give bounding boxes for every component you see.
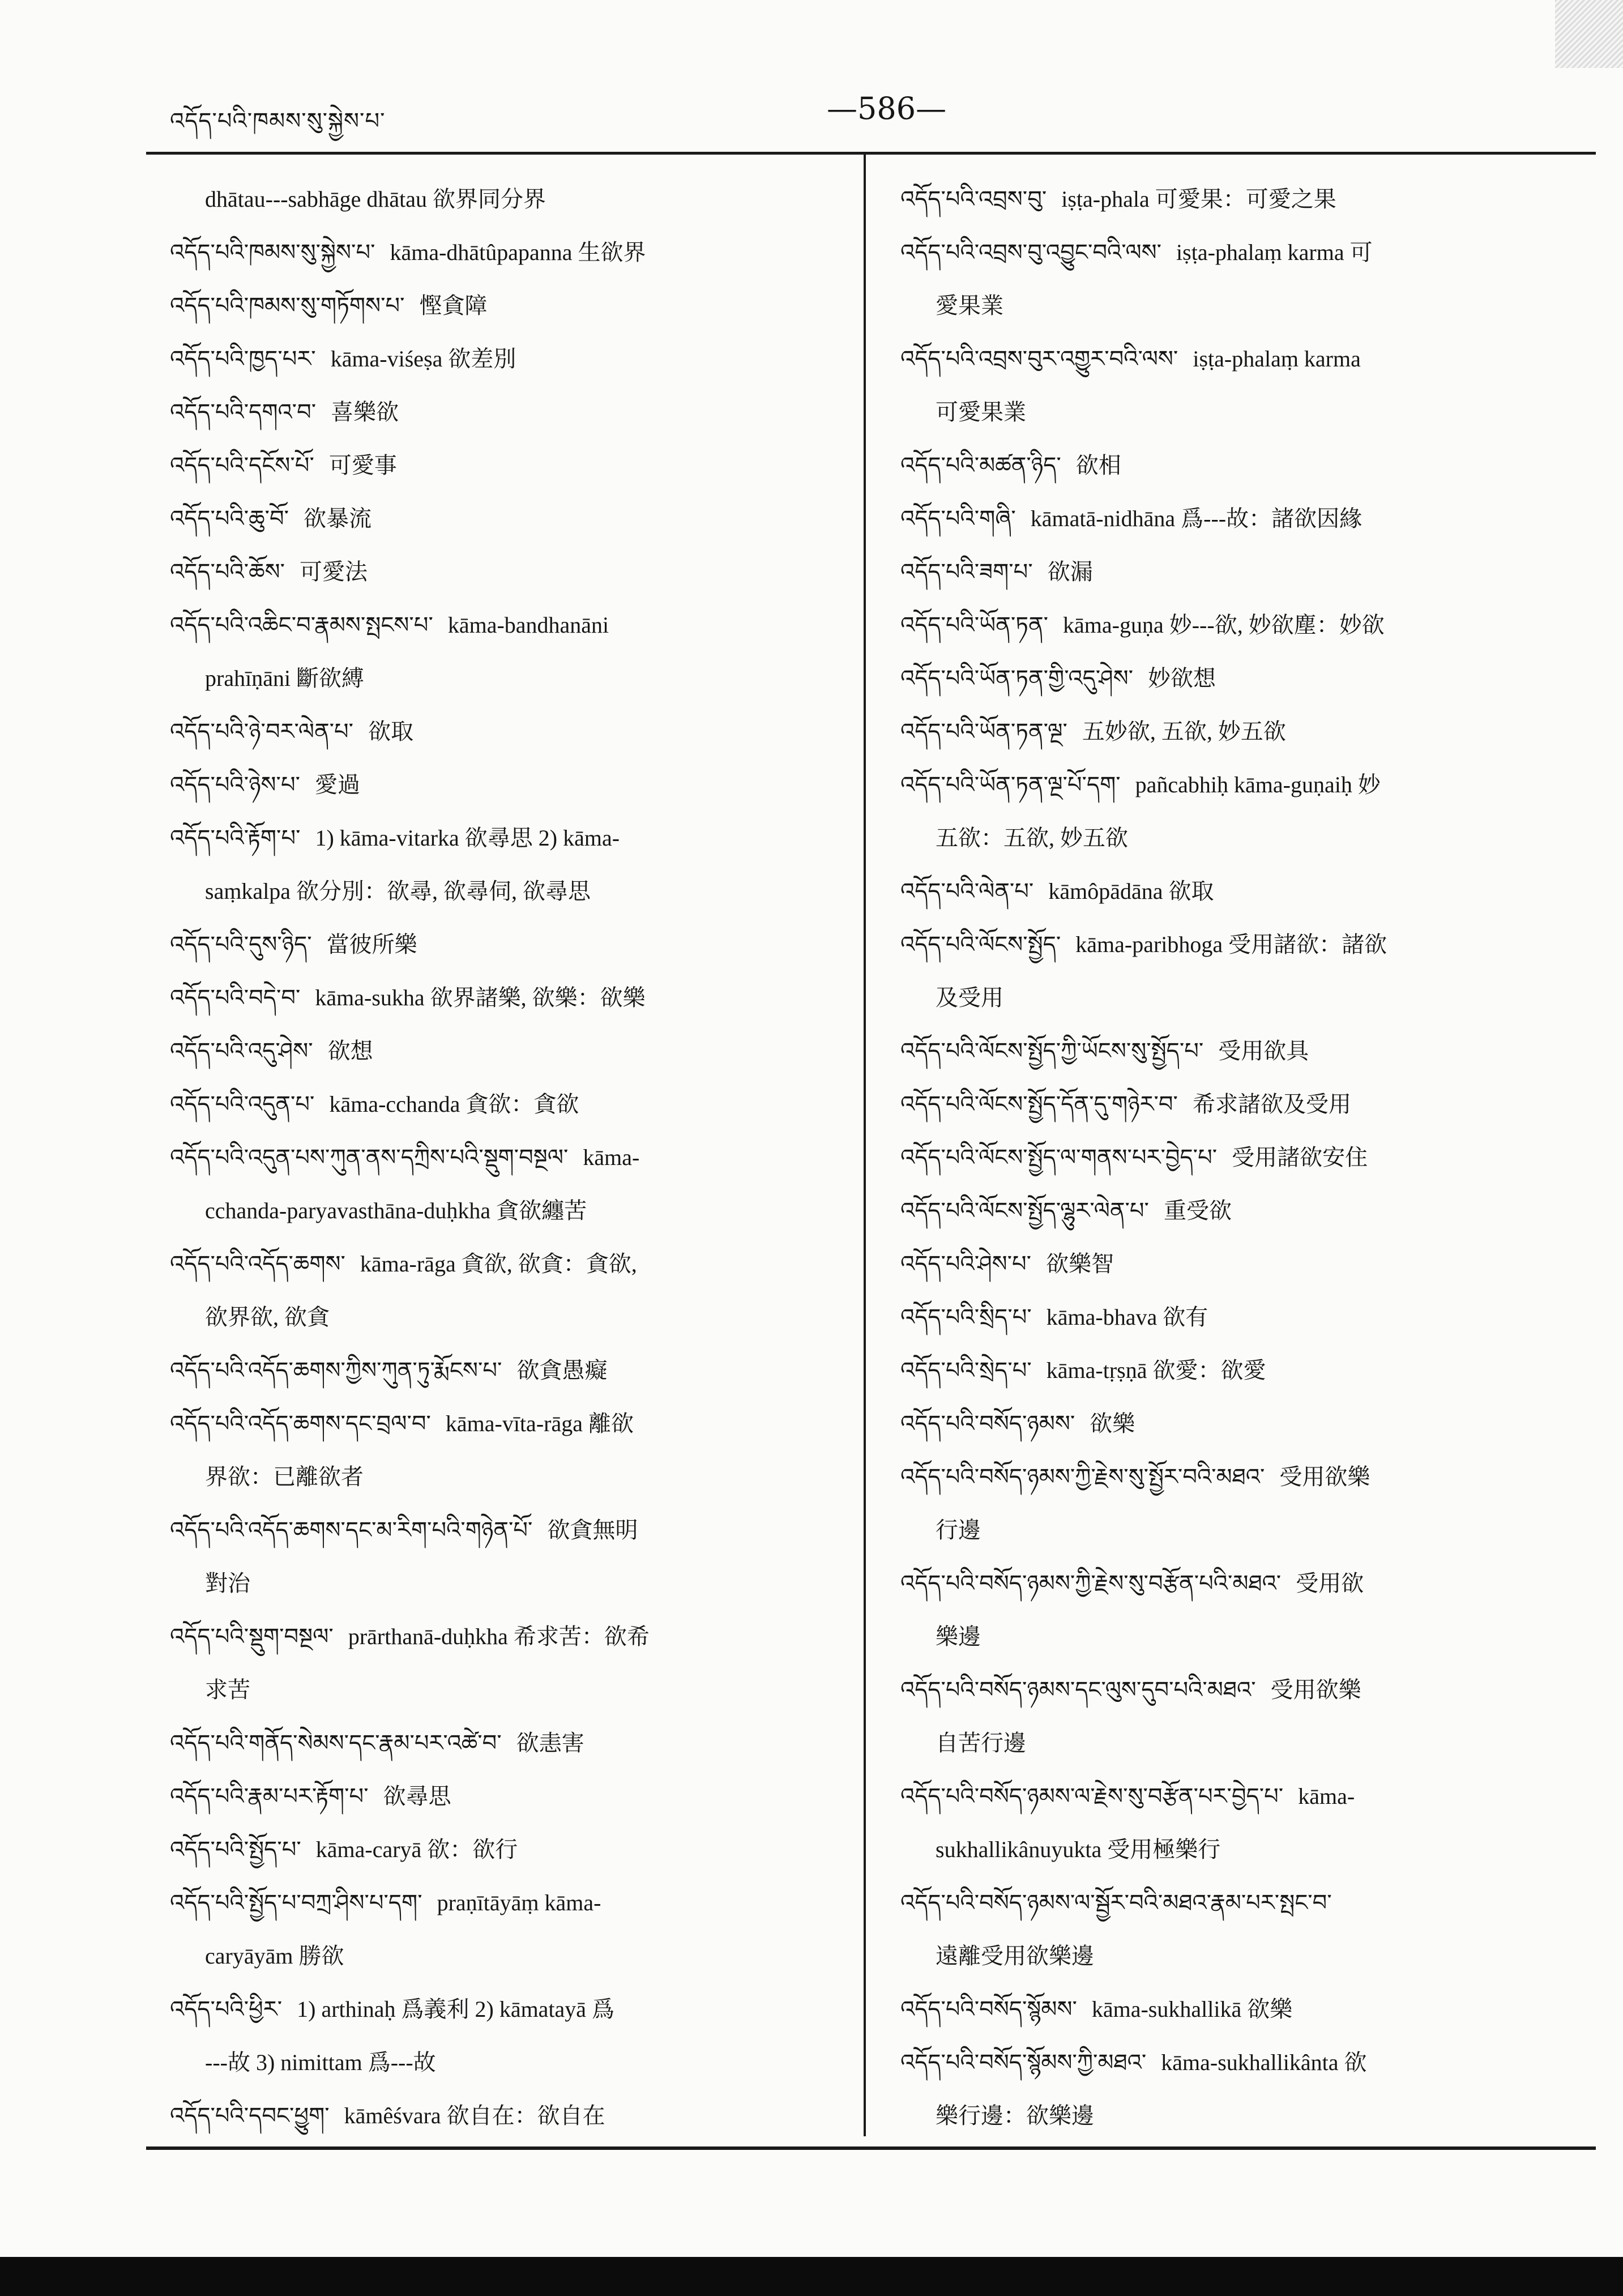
entry-gloss: 妙欲想 [1148,665,1216,691]
tibetan-headword: འདོད་པའི་ཟག་པ་ [900,559,1033,585]
tibetan-headword: འདོད་པའི་ལེན་པ་ [900,878,1034,904]
tibetan-headword: འདོད་པའི་བསོད་སྙོམས་ཀྱི་མཐའ་ [900,2050,1147,2076]
dictionary-entry [900,1557,1569,1610]
entry-gloss: kāma-tṛṣṇā 欲愛：欲愛 [1046,1358,1266,1383]
tibetan-headword: འདོད་པའི་ལོངས་སྤྱོད་ལྷུར་ལེན་པ་ [900,1198,1149,1224]
entry-gloss: 喜樂欲 [331,399,399,425]
entry-gloss: pañcabhiḥ kāma-guṇaiḥ 妙 [1135,772,1381,797]
entry-gloss: 欲樂 [1090,1411,1135,1436]
entry-gloss: 欲暴流 [304,506,372,531]
tibetan-headword: འདོད་པའི་སྲེད་པ་ [900,1358,1032,1384]
entry-continuation [205,2036,844,2089]
tibetan-headword: འདོད་པའི་མཚན་ཉིད་ [900,453,1061,479]
dictionary-entry [900,173,1569,226]
entry-gloss: kāma-caryā 欲：欲行 [315,1837,518,1862]
dictionary-entry [170,971,844,1025]
tibetan-headword: འདོད་པའི་འདུན་པ་ [170,1091,315,1117]
entry-gloss: kāma-bhava 欲有 [1046,1304,1208,1330]
tibetan-headword: འདོད་པའི་འབྲས་བུར་འགྱུར་བའི་ལས་ [900,346,1178,372]
entry-continuation [205,1663,844,1717]
dictionary-entry [900,332,1569,386]
page-header [170,85,1540,147]
entry-continuation [205,1557,844,1610]
tibetan-headword: འདོད་པའི་ལོངས་སྤྱོད་དོན་དུ་གཉེར་བ་ [900,1091,1178,1117]
tibetan-headword: འདོད་པའི་འབྲས་བུ་ [900,186,1047,212]
dictionary-entry [900,918,1569,971]
entry-continuation [205,1930,844,1983]
tibetan-headword: འདོད་པའི་ལོངས་སྤྱོད་ཀྱི་ཡོངས་སུ་སྤྱོད་པ་ [900,1038,1204,1064]
tibetan-headword: འདོད་པའི་ཡོན་ཏན་ [900,612,1049,638]
dictionary-entry [900,865,1569,918]
tibetan-headword: འདོད་པའི་དགའ་བ་ [170,399,317,425]
entry-gloss: kāma-sukhallikā 欲樂 [1091,1996,1293,2022]
dictionary-entry [900,1397,1569,1450]
entry-gloss: prārthanā-duḥkha 希求苦：欲希 [348,1624,650,1649]
tibetan-headword: འདོད་པའི་ཡོན་ཏན་ལྔ་པོ་དག་ [900,772,1121,798]
entry-continuation [205,1450,844,1504]
entry-gloss: cchanda-paryavasthāna-duḥkha 貪欲纏苦 [205,1198,587,1223]
entry-gloss: kāma- [1298,1783,1355,1809]
dictionary-entry [170,1823,844,1876]
entry-gloss: 可愛事 [328,453,397,478]
tibetan-headword: འདོད་པའི་སྡུག་བསྔལ་ [170,1624,334,1650]
entry-gloss: 受用諸欲安住 [1232,1145,1368,1170]
tibetan-headword: འདོད་པའི་ཁམས་སུ་སྐྱེས་པ་ [170,240,375,266]
dictionary-entry [900,758,1569,812]
dictionary-entry [170,545,844,599]
entry-gloss: kāma-paribhoga 受用諸欲：諸欲 [1075,932,1387,957]
entry-continuation [936,279,1569,332]
entry-gloss: kāmôpādāna 欲取 [1048,878,1214,904]
dictionary-entry [900,1983,1569,2036]
dictionary-entry [170,2089,844,2143]
tibetan-headword: འདོད་པའི་འདོད་ཆགས་ཀྱིས་ཀུན་ཏུ་རྨོངས་པ་ [170,1358,502,1384]
tibetan-headword: འདོད་པའི་འདུ་ཤེས་ [170,1038,313,1064]
tibetan-headword: འདོད་པའི་འདུན་པས་ཀུན་ནས་དཀྲིས་པའི་སྡུག་བསྔལ་ [170,1145,569,1171]
dictionary-entry [170,812,844,865]
entry-gloss: 受用欲樂 [1279,1464,1370,1490]
entry-continuation [936,971,1569,1025]
entry-gloss: kāma-vīta-rāga 離欲 [445,1411,634,1436]
dictionary-entry [900,1237,1569,1291]
dictionary-entry [170,705,844,758]
dictionary-entry [900,1344,1569,1397]
tibetan-headword: འདོད་པའི་བསོད་ཉམས་དང་ལུས་དུབ་པའི་མཐའ་ [900,1677,1256,1703]
dictionary-entry [170,1610,844,1663]
tibetan-headword: འདོད་པའི་སྤྱོད་པ་ [170,1837,301,1863]
dictionary-entry [900,1770,1569,1823]
entry-gloss: praṇītāyāṃ kāma- [437,1890,601,1915]
page-number: —586— [827,91,947,126]
dictionary-entry [900,2036,1569,2089]
tibetan-headword: འདོད་པའི་དངོས་པོ་ [170,453,314,479]
dictionary-entry [170,492,844,545]
tibetan-headword: འདོད་པའི་གཞི་ [900,506,1016,532]
entry-gloss: 可愛果業 [936,399,1026,425]
entry-gloss: 欲樂智 [1046,1251,1114,1277]
tibetan-headword: འདོད་པའི་བསོད་ཉམས་ལ་རྗེས་སུ་བརྩོན་པར་བྱེད་པ་ [900,1783,1284,1810]
dictionary-entry [170,1131,844,1184]
entry-gloss: 欲相 [1075,453,1121,478]
entry-gloss: 重受欲 [1163,1198,1232,1223]
entry-gloss: sukhallikânuyukta 受用極樂行 [936,1837,1221,1862]
dictionary-entry [170,1397,844,1450]
dictionary-entry [170,226,844,279]
dictionary-entry [170,1344,844,1397]
dictionary-entry [900,545,1569,599]
entry-gloss: 欲恚害 [516,1730,584,1756]
scan-noise [1555,0,1623,68]
tibetan-headword: འདོད་པའི་འདོད་ཆགས་དང་བྲལ་བ་ [170,1411,431,1437]
entry-gloss: 五欲：五欲, 妙五欲 [936,825,1128,851]
entry-gloss: kāma-sukha 欲界諸樂, 欲樂：欲樂 [315,985,646,1010]
entry-gloss: 愛果業 [936,293,1003,318]
entry-continuation [936,386,1569,439]
entry-gloss: 自苦行邊 [936,1730,1026,1756]
entry-gloss: 1) kāma-vitarka 欲尋思 2) kāma- [315,825,620,851]
entry-gloss: iṣṭa-phala 可愛果：可愛之果 [1061,186,1336,212]
tibetan-headword: འདོད་པའི་བསོད་ཉམས་ཀྱི་རྗེས་སུ་སྤྱོར་བའི་མཐའ་ [900,1464,1265,1490]
dictionary-entry [900,705,1569,758]
entry-continuation [936,1717,1569,1770]
header-rule [146,152,1596,155]
entry-gloss: 可愛法 [300,559,368,584]
left-column [170,173,844,2143]
entry-continuation [205,173,844,226]
entry-continuation [936,1930,1569,1983]
entry-gloss: 求苦 [205,1677,250,1702]
tibetan-headword: འདོད་པའི་འཆིང་བ་རྣམས་སྤངས་པ་ [170,612,433,638]
entry-gloss: 樂行邊：欲樂邊 [936,2103,1094,2128]
dictionary-entry [900,439,1569,492]
dictionary-entry [900,226,1569,279]
tibetan-headword: འདོད་པའི་འདོད་ཆགས་ [170,1251,345,1277]
dictionary-entry [170,386,844,439]
entry-gloss: 樂邊 [936,1624,981,1649]
tibetan-headword: འདོད་པའི་རྟོག་པ་ [170,825,301,851]
footer-rule [146,2146,1596,2150]
dictionary-entry [900,1291,1569,1344]
entry-gloss: 慳貪障 [419,293,488,318]
dictionary-entry [900,1663,1569,1717]
entry-gloss: 欲取 [368,719,414,744]
entry-continuation [205,1291,844,1344]
entry-gloss: 遠離受用欲樂邊 [936,1943,1094,1969]
entry-gloss: 欲尋思 [383,1783,451,1809]
entry-continuation [205,1184,844,1237]
dictionary-entry [900,1025,1569,1078]
entry-gloss: 受用欲樂 [1270,1677,1361,1702]
entry-continuation [936,1823,1569,1876]
entry-gloss: iṣṭa-phalaṃ karma [1193,346,1361,372]
dictionary-entry [170,279,844,332]
entry-gloss: 行邊 [936,1517,981,1543]
dictionary-entry [170,1770,844,1823]
tibetan-headword: འདོད་པའི་འབྲས་བུ་འབྱུང་བའི་ལས་ [900,240,1162,266]
dictionary-entry [170,758,844,812]
entry-gloss: prahīṇāni 斷欲縛 [205,665,365,691]
tibetan-headword: འདོད་པའི་ཁམས་སུ་གཏོགས་པ་ [170,293,405,319]
entry-gloss: 受用欲具 [1218,1038,1309,1064]
tibetan-headword: འདོད་པའི་བསོད་སྙོམས་ [900,1996,1077,2022]
entry-gloss: 欲漏 [1047,559,1093,584]
tibetan-headword: འདོད་པའི་བསོད་ཉམས་ཀྱི་རྗེས་སུ་བརྩོན་པའི་མཐའ་ [900,1571,1282,1597]
entry-gloss: 欲想 [327,1038,373,1064]
entry-gloss: 及受用 [936,985,1003,1010]
entry-gloss: 欲貪愚癡 [516,1358,608,1383]
entry-gloss: kāma-dhātûpapanna 生欲界 [390,240,646,265]
entry-continuation [205,652,844,705]
tibetan-headword: འདོད་པའི་ཁྱད་པར་ [170,346,316,372]
entry-continuation [936,1504,1569,1557]
dictionary-entry [170,1504,844,1557]
dictionary-entry [170,918,844,971]
tibetan-headword: འདོད་པའི་དབང་ཕྱུག་ [170,2103,330,2129]
dictionary-entry [900,492,1569,545]
entry-gloss: kāma-sukhallikânta 欲 [1161,2050,1367,2075]
entry-gloss: 欲界欲, 欲貪 [205,1304,330,1330]
entry-gloss: kāma-rāga 貪欲, 欲貪：貪欲, [360,1251,637,1277]
dictionary-entry [170,1078,844,1131]
tibetan-headword: འདོད་པའི་ཆོས་ [170,559,285,585]
dictionary-entry [170,332,844,386]
dictionary-entry [900,1131,1569,1184]
entry-gloss: iṣṭa-phalaṃ karma 可 [1176,240,1373,265]
tibetan-headword: འདོད་པའི་ཡོན་ཏན་གྱི་འདུ་ཤེས་ [900,665,1134,692]
entry-gloss: 欲貪無明 [547,1517,638,1543]
dictionary-entry [170,1983,844,2036]
tibetan-headword: འདོད་པའི་སྤྱོད་པ་བཀྲ་ཤིས་པ་དག་ [170,1890,422,1916]
entry-gloss: caryāyām 勝欲 [205,1943,344,1969]
entry-gloss: kāmatā-nidhāna 爲---故：諸欲因緣 [1030,506,1363,531]
dictionary-entry [170,1876,844,1930]
tibetan-headword: འདོད་པའི་དུས་ཉིད་ [170,932,312,958]
dictionary-entry [900,1078,1569,1131]
dictionary-entry [170,1237,844,1291]
tibetan-headword: འདོད་པའི་ཉེས་པ་ [170,772,300,798]
tibetan-headword: འདོད་པའི་ཉེ་བར་ལེན་པ་ [170,719,354,745]
dictionary-entry [170,439,844,492]
tibetan-headword: འདོད་པའི་རྣམ་པར་རྟོག་པ་ [170,1783,369,1810]
scan-edge-band [0,2257,1623,2296]
entry-gloss: 界欲：已離欲者 [205,1464,364,1490]
tibetan-headword: འདོད་པའི་ཡོན་ཏན་ལྔ་ [900,719,1067,745]
entry-continuation [936,812,1569,865]
entry-gloss: 1) arthinaḥ 爲義利 2) kāmatayā 爲 [297,1996,615,2022]
entry-gloss: 對治 [205,1571,250,1596]
tibetan-headword: འདོད་པའི་ཕྱིར་ [170,1996,283,2022]
entry-continuation [205,865,844,918]
entry-gloss: kāma-viśeṣa 欲差別 [330,346,516,372]
entry-gloss: dhātau---sabhāge dhātau 欲界同分界 [205,186,546,212]
entry-gloss: 希求諸欲及受用 [1192,1091,1351,1117]
tibetan-headword: འདོད་པའི་ལོངས་སྤྱོད་ [900,932,1061,958]
entry-gloss: 受用欲 [1296,1571,1364,1596]
dictionary-entry [900,1450,1569,1504]
column-divider [864,154,866,2136]
dictionary-entry [170,599,844,652]
entry-gloss: ---故 3) nimittam 爲---故 [205,2050,436,2075]
entry-continuation [936,2089,1569,2143]
tibetan-headword: འདོད་པའི་ཤེས་པ་ [900,1251,1032,1277]
tibetan-headword: འདོད་པའི་ཆུ་བོ་ [170,506,289,532]
tibetan-headword: འདོད་པའི་སྲིད་པ་ [900,1304,1032,1330]
entry-gloss: kāmêśvara 欲自在：欲自在 [344,2103,605,2128]
entry-gloss: kāma-cchanda 貪欲：貪欲 [329,1091,579,1117]
entry-gloss: 愛過 [315,772,360,797]
entry-gloss: kāma-bandhanāni [447,612,609,638]
dictionary-entry [900,599,1569,652]
dictionary-entry [900,1876,1569,1930]
running-head: འདོད་པའི་ཁམས་སུ་སྐྱེས་པ་ [170,108,386,134]
tibetan-headword: འདོད་པའི་འདོད་ཆགས་དང་མ་རིག་པའི་གཉེན་པོ་ [170,1517,533,1543]
right-column [900,173,1569,2143]
tibetan-headword: འདོད་པའི་བདེ་བ་ [170,985,301,1011]
tibetan-headword: འདོད་པའི་གནོད་སེམས་དང་རྣམ་པར་འཚེ་བ་ [170,1730,502,1756]
dictionary-entry [900,1184,1569,1237]
dictionary-entry [170,1025,844,1078]
dictionary-entry [170,1717,844,1770]
entry-gloss: saṃkalpa 欲分別：欲尋, 欲尋伺, 欲尋思 [205,878,591,904]
entry-gloss: kāma-guṇa 妙---欲, 妙欲塵：妙欲 [1063,612,1385,638]
entry-gloss: kāma- [583,1145,640,1170]
tibetan-headword: འདོད་པའི་བསོད་ཉམས་ [900,1411,1075,1437]
dictionary-entry [900,652,1569,705]
tibetan-headword: འདོད་པའི་བསོད་ཉམས་ལ་སྦྱོར་བའི་མཐའ་རྣམ་པར་སྤང་བ་ [900,1890,1332,1916]
entry-continuation [936,1610,1569,1663]
entry-gloss: 五妙欲, 五欲, 妙五欲 [1082,719,1286,744]
tibetan-headword: འདོད་པའི་ལོངས་སྤྱོད་ལ་གནས་པར་བྱེད་པ་ [900,1145,1218,1171]
entry-gloss: 當彼所樂 [326,932,417,957]
